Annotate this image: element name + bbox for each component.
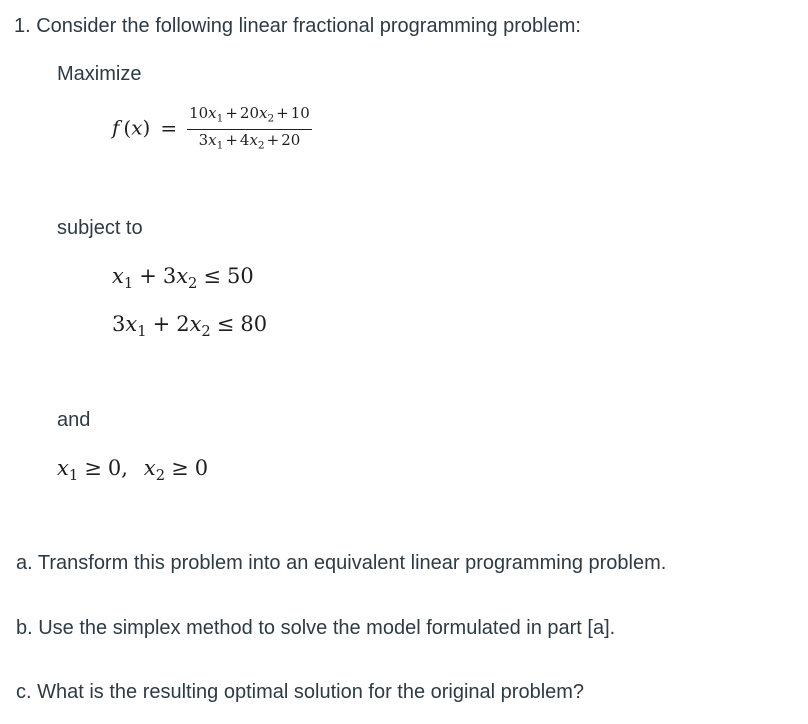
constraint-1-relation: ≤	[203, 264, 221, 288]
nonneg-rhs-2: 0	[194, 456, 209, 480]
objective-close-paren: )	[142, 115, 151, 140]
constraint-2-sub-1: 1	[137, 323, 147, 341]
den-var-2: x	[249, 130, 258, 149]
den-coef-2: 4	[239, 130, 250, 149]
den-var-1: x	[208, 130, 217, 149]
nonneg-relation-2: ≥	[171, 456, 189, 480]
constraint-2-var-1: x	[125, 312, 138, 336]
part-c: c. What is the resulting optimal solution for the original problem?	[16, 681, 585, 703]
nonneg-rhs-1: 0	[107, 456, 122, 480]
num-op-2: +	[276, 104, 289, 122]
nonneg-separator: ,	[121, 456, 128, 480]
nonneg-var-2: x	[143, 456, 156, 480]
num-coef-2: 20	[239, 104, 259, 122]
objective-fraction	[187, 104, 312, 154]
constraint-1-var-2: x	[176, 264, 189, 288]
den-const: 20	[281, 130, 301, 149]
den-coef-1: 3	[198, 130, 209, 149]
constraint-1-rhs: 50	[227, 264, 254, 288]
nonneg-relation-1: ≥	[84, 456, 102, 480]
objective-open-paren: (	[123, 115, 132, 140]
fraction-numerator	[187, 104, 312, 130]
constraint-1-op: +	[139, 264, 157, 288]
subject-to-label: subject to	[57, 217, 143, 239]
den-sub-2: 2	[257, 139, 265, 152]
constraint-2-var-2: x	[189, 312, 202, 336]
den-op-1: +	[225, 130, 238, 149]
den-sub-1: 1	[216, 139, 224, 152]
nonneg-sub-2: 2	[155, 467, 166, 485]
fraction-denominator	[187, 130, 312, 155]
num-var-2: x	[259, 104, 268, 122]
objective-x: x	[131, 115, 143, 140]
constraint-2-rhs: 80	[240, 312, 268, 336]
question-intro: 1. Consider the following linear fractional programming problem:	[14, 15, 581, 37]
objective-equals: =	[160, 115, 178, 140]
part-a: a. Transform this problem into an equivalent linear programming problem.	[16, 552, 667, 574]
constraint-2-relation: ≤	[216, 312, 235, 336]
constraint-2-coef-2: 2	[176, 312, 190, 336]
num-coef-1: 10	[189, 104, 209, 122]
num-const: 10	[290, 104, 310, 122]
constraint-2-coef-1: 3	[112, 312, 126, 336]
nonnegativity-constraints	[57, 454, 208, 490]
maximize-label: Maximize	[57, 63, 142, 85]
constraint-2	[112, 310, 267, 346]
and-label: and	[57, 409, 91, 431]
objective-function	[112, 104, 312, 154]
num-sub-2: 2	[267, 112, 275, 125]
constraint-1-sub-2: 2	[188, 275, 198, 293]
constraint-1-sub-1: 1	[123, 275, 134, 293]
objective-f: f	[112, 115, 120, 140]
constraint-2-op: +	[152, 312, 171, 336]
nonneg-var-1: x	[57, 456, 69, 480]
nonneg-sub-1: 1	[68, 467, 79, 485]
constraint-1	[112, 262, 254, 298]
constraint-1-var-1: x	[112, 264, 124, 288]
num-op-1: +	[225, 104, 238, 122]
den-op-2: +	[266, 130, 280, 149]
constraint-2-sub-2: 2	[201, 323, 211, 341]
num-sub-1: 1	[216, 112, 224, 125]
constraint-1-coef-2: 3	[162, 264, 177, 288]
num-var-1: x	[208, 104, 217, 122]
part-b: b. Use the simplex method to solve the model formulated in part [a].	[16, 617, 616, 639]
